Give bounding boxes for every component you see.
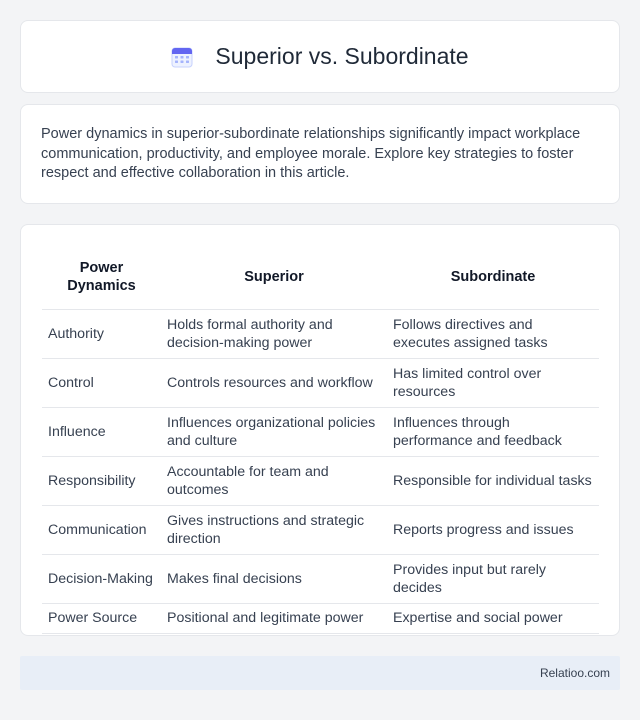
intro-text: Power dynamics in superior-subordinate relationships significantly impact workplace communication, productivity, and employee morale. Explore key strategies to foster respect and effective collaboration in this article. xyxy=(41,126,581,181)
cell-dimension: Authority xyxy=(42,309,161,358)
cell-superior: Positional and legitimate power xyxy=(161,603,387,633)
table-row xyxy=(42,407,599,456)
footer-brand: Relatioo.com xyxy=(539,666,610,680)
header-subordinate: Subordinate xyxy=(450,268,536,285)
cell-subordinate: Influences through performance and feedback xyxy=(387,407,599,456)
title-card xyxy=(20,20,620,93)
cell-subordinate: Has limited control over resources xyxy=(387,358,599,407)
cell-superior: Accountable for team and outcomes xyxy=(161,456,387,505)
cell-superior: Controls resources and workflow xyxy=(161,358,387,407)
page-title: Superior vs. Subordinate xyxy=(215,43,469,69)
cell-subordinate: Responsible for individual tasks xyxy=(387,456,599,505)
header-superior: Superior xyxy=(244,268,304,285)
footer xyxy=(20,656,620,690)
table-row xyxy=(42,554,599,603)
cell-dimension: Influence xyxy=(42,407,161,456)
cell-dimension: Power Source xyxy=(42,603,161,633)
cell-dimension: Decision-Making xyxy=(42,554,161,603)
table-row xyxy=(42,603,599,633)
table-row xyxy=(42,358,599,407)
comparison-table xyxy=(42,245,599,634)
header-power-dynamics: Power Dynamics xyxy=(67,259,136,294)
table-row xyxy=(42,309,599,358)
cell-dimension: Responsibility xyxy=(42,456,161,505)
cell-superior: Holds formal authority and decision-making power xyxy=(161,309,387,358)
intro-card xyxy=(20,104,620,204)
cell-subordinate: Provides input but rarely decides xyxy=(387,554,599,603)
comparison-card xyxy=(20,224,620,636)
calendar-icon xyxy=(171,46,193,68)
cell-superior: Influences organizational policies and culture xyxy=(161,407,387,456)
cell-superior: Gives instructions and strategic direction xyxy=(161,505,387,554)
table-row xyxy=(42,456,599,505)
table-row xyxy=(42,505,599,554)
cell-dimension: Communication xyxy=(42,505,161,554)
cell-dimension: Control xyxy=(42,358,161,407)
cell-subordinate: Follows directives and executes assigned tasks xyxy=(387,309,599,358)
cell-subordinate: Reports progress and issues xyxy=(387,505,599,554)
cell-subordinate: Expertise and social power xyxy=(387,603,599,633)
cell-superior: Makes final decisions xyxy=(161,554,387,603)
table-header-row xyxy=(42,245,599,309)
